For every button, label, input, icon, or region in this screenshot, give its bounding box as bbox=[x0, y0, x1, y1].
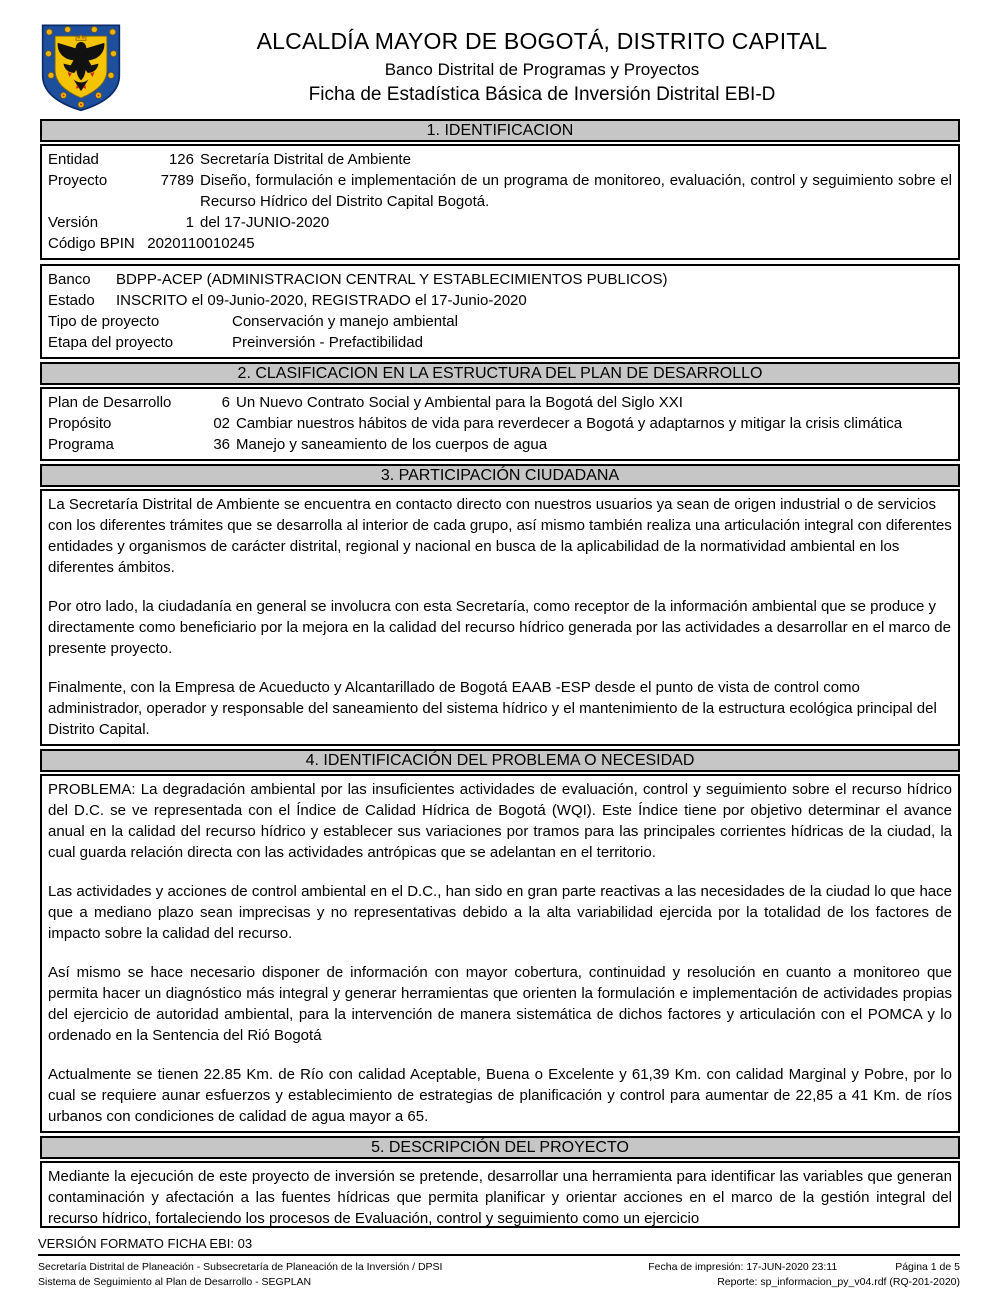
proposito-label: Propósito bbox=[48, 415, 112, 432]
version-code: 1 bbox=[185, 214, 194, 231]
footer-divider bbox=[38, 1254, 960, 1256]
problema-paragraph: PROBLEMA: La degradación ambiental por las insuficientes actividades de evaluación, control y seguimiento sobre el recurso hídrico del D.C. se ve representada con el Índice de Calidad Hídrica de Bogotá (WQI). Este Índice tiene por objetivo determinar el avance anual en la calidad del recurso hídrico y establecer sus variaciones por tramos para las principales corrientes hídricas de la ciudad, la cual guarda relación directa con las actividades antrópicas que se adelantan en el territorio. bbox=[48, 781, 952, 861]
row-proyecto bbox=[48, 170, 952, 212]
entidad-label: Entidad bbox=[48, 151, 99, 168]
section-descripcion-box bbox=[40, 1161, 960, 1228]
programa-label: Programa bbox=[48, 436, 114, 453]
version-value: del 17-JUNIO-2020 bbox=[200, 214, 330, 231]
row-proposito bbox=[48, 413, 952, 434]
document-title: ALCALDÍA MAYOR DE BOGOTÁ, DISTRITO CAPITAL bbox=[256, 28, 828, 54]
section-problema-header: 4. IDENTIFICACIÓN DEL PROBLEMA O NECESIDAD bbox=[40, 749, 960, 772]
section-identificacion bbox=[40, 119, 960, 260]
document-header bbox=[0, 0, 1000, 116]
proyecto-value: Diseño, formulación e implementación de un programa de monitoreo, evaluación, control y seguimiento sobre el Recurso Hídrico del Distrito Capital Bogotá. bbox=[200, 172, 952, 210]
footer-system-line: Sistema de Seguimiento al Plan de Desarrollo - SEGPLAN bbox=[38, 1276, 312, 1288]
section-clasificacion bbox=[40, 362, 960, 461]
etapa-proyecto-label: Etapa del proyecto bbox=[48, 334, 174, 351]
plan-desarrollo-value: Un Nuevo Contrato Social y Ambiental para la Bogotá del Siglo XXI bbox=[236, 394, 683, 411]
proyecto-label: Proyecto bbox=[48, 172, 108, 189]
entidad-code: 126 bbox=[168, 151, 194, 168]
row-version bbox=[48, 212, 952, 233]
estado-label: Estado bbox=[48, 292, 95, 309]
row-programa bbox=[48, 434, 952, 455]
programa-code: 36 bbox=[213, 436, 230, 453]
section-registro-box bbox=[40, 264, 960, 359]
section-participacion bbox=[40, 464, 960, 746]
section-clasificacion-box bbox=[40, 387, 960, 461]
programa-value: Manejo y saneamiento de los cuerpos de agua bbox=[236, 436, 548, 453]
footer-report-name: Reporte: sp_informacion_py_v04.rdf (RQ-201-2020) bbox=[717, 1276, 960, 1288]
problema-paragraph: Así mismo se hace necesario disponer de información con mayor cobertura, continuidad y resolución en cuanto a monitoreo que permita hacer un diagnóstico más integral y generar herramientas que orienten la formulación e implementación de actividades propias del ejercicio de autoridad ambiental, para la intervención de manera sistemática de dichos factores y articulación con el POMCA y lo ordenado en la Sentencia del Rió Bogotá bbox=[48, 964, 952, 1044]
tipo-proyecto-value: Conservación y manejo ambiental bbox=[232, 313, 458, 330]
section-descripcion-header: 5. DESCRIPCIÓN DEL PROYECTO bbox=[40, 1136, 960, 1159]
participacion-paragraph: La Secretaría Distrital de Ambiente se encuentra en contacto directo con nuestros usuarios ya sean de origen industrial o de servicios con los diferentes trámites que se desarrolla al interior de cada grupo, así mismo también realiza una articulación integral con diferentes entidades y organismos de carácter distrital, regional y nacional en busca de la aplicabilidad de la normatividad ambiental en los diferentes ámbitos. bbox=[48, 496, 952, 576]
etapa-proyecto-value: Preinversión - Prefactibilidad bbox=[232, 334, 423, 351]
section-descripcion bbox=[40, 1136, 960, 1228]
row-tipo-proyecto bbox=[48, 311, 952, 332]
row-entidad bbox=[48, 149, 952, 170]
footer-meta bbox=[38, 1260, 960, 1290]
footer-page-number: Página 1 de 5 bbox=[895, 1261, 960, 1273]
footer-entity-line: Secretaría Distrital de Planeación - Subsecretaría de Planeación de la Inversión / DPSI bbox=[38, 1261, 443, 1273]
problema-paragraph: Las actividades y acciones de control ambiental en el D.C., han sido en gran parte reactivas a las necesidades de la ciudad lo que hace que a mediano plazo sean imprecisas y no representativas debido a la alta variabilidad ejercida por la totalidad de los factores de impacto sobre la calidad del recurso. bbox=[48, 883, 952, 942]
descripcion-paragraph: Mediante la ejecución de este proyecto de inversión se pretende, desarrollar una herramienta para identificar las variables que generan contaminación y afectación a las fuentes hídricas que permita planificar y orientar acciones en el marco de la gestión integral del recurso hídrico, fortaleciendo los procesos de Evaluación, control y seguimiento como un ejercicio bbox=[48, 1168, 952, 1227]
problema-paragraph: Actualmente se tienen 22.85 Km. de Río con calidad Aceptable, Buena o Excelente y 61,39 Km. con calidad Marginal y Pobre, por lo cual se requiere aunar esfuerzos y establecimiento de estrategias de planificación y control para aumentar de 22,85 a 41 Km. de ríos urbanos con condiciones de calidad de agua mayor a 65. bbox=[48, 1066, 952, 1125]
section-problema-box bbox=[40, 774, 960, 1133]
section-identificacion-box bbox=[40, 144, 960, 260]
footer-print-date: Fecha de impresión: 17-JUN-2020 23:11 bbox=[648, 1261, 838, 1273]
document-subtitle-ficha: Ficha de Estadística Básica de Inversión Distrital EBI-D bbox=[308, 84, 776, 105]
banco-value: BDPP-ACEP (ADMINISTRACION CENTRAL Y ESTABLECIMIENTOS PUBLICOS) bbox=[116, 271, 668, 288]
row-plan-desarrollo bbox=[48, 392, 952, 413]
document-titles bbox=[124, 22, 960, 106]
section-participacion-box bbox=[40, 489, 960, 746]
document-footer bbox=[38, 1236, 960, 1290]
participacion-paragraph: Por otro lado, la ciudadanía en general se involucra con esta Secretaría, como receptor de la información ambiental que se produce y directamente como beneficiario por la mejora en la calidad del recurso hídrico generada por las actividades a desarrollar en el marco de presente proyecto. bbox=[48, 598, 951, 657]
shield-icon bbox=[38, 22, 124, 112]
footer-left-block bbox=[38, 1260, 442, 1290]
row-estado bbox=[48, 290, 952, 311]
footer-version-format: VERSIÓN FORMATO FICHA EBI: 03 bbox=[38, 1236, 253, 1251]
section-participacion-header: 3. PARTICIPACIÓN CIUDADANA bbox=[40, 464, 960, 487]
bpin-value: 2020110010245 bbox=[147, 235, 255, 252]
plan-desarrollo-code: 6 bbox=[221, 394, 230, 411]
entidad-value: Secretaría Distrital de Ambiente bbox=[200, 151, 411, 168]
row-codigo-bpin bbox=[48, 233, 952, 254]
bogota-coat-of-arms-logo bbox=[38, 22, 124, 112]
proposito-code: 02 bbox=[213, 415, 230, 432]
document-subtitle-banco: Banco Distrital de Programas y Proyectos bbox=[384, 60, 700, 79]
document-body bbox=[40, 119, 960, 1228]
section-problema bbox=[40, 749, 960, 1133]
participacion-paragraph: Finalmente, con la Empresa de Acueducto y Alcantarillado de Bogotá EAAB -ESP desde el punto de vista de control como administrador, operador y responsable del saneamiento del sistema hídrico y el mantenimiento de la estructura ecológica principal del Distrito Capital. bbox=[48, 679, 937, 738]
proposito-value: Cambiar nuestros hábitos de vida para reverdecer a Bogotá y adaptarnos y mitigar la crisis climática bbox=[236, 415, 903, 432]
proyecto-code: 7789 bbox=[160, 172, 194, 189]
section-identificacion-header: 1. IDENTIFICACION bbox=[40, 119, 960, 142]
estado-value: INSCRITO el 09-Junio-2020, REGISTRADO el 17-Junio-2020 bbox=[116, 292, 527, 309]
plan-desarrollo-label: Plan de Desarrollo bbox=[48, 394, 172, 411]
tipo-proyecto-label: Tipo de proyecto bbox=[48, 313, 160, 330]
row-banco bbox=[48, 269, 952, 290]
bpin-label: Código BPIN bbox=[48, 235, 135, 252]
banco-label: Banco bbox=[48, 271, 91, 288]
section-clasificacion-header: 2. CLASIFICACION EN LA ESTRUCTURA DEL PLAN DE DESARROLLO bbox=[40, 362, 960, 385]
row-etapa-proyecto bbox=[48, 332, 952, 353]
version-label: Versión bbox=[48, 214, 99, 231]
footer-right-block bbox=[648, 1260, 960, 1290]
